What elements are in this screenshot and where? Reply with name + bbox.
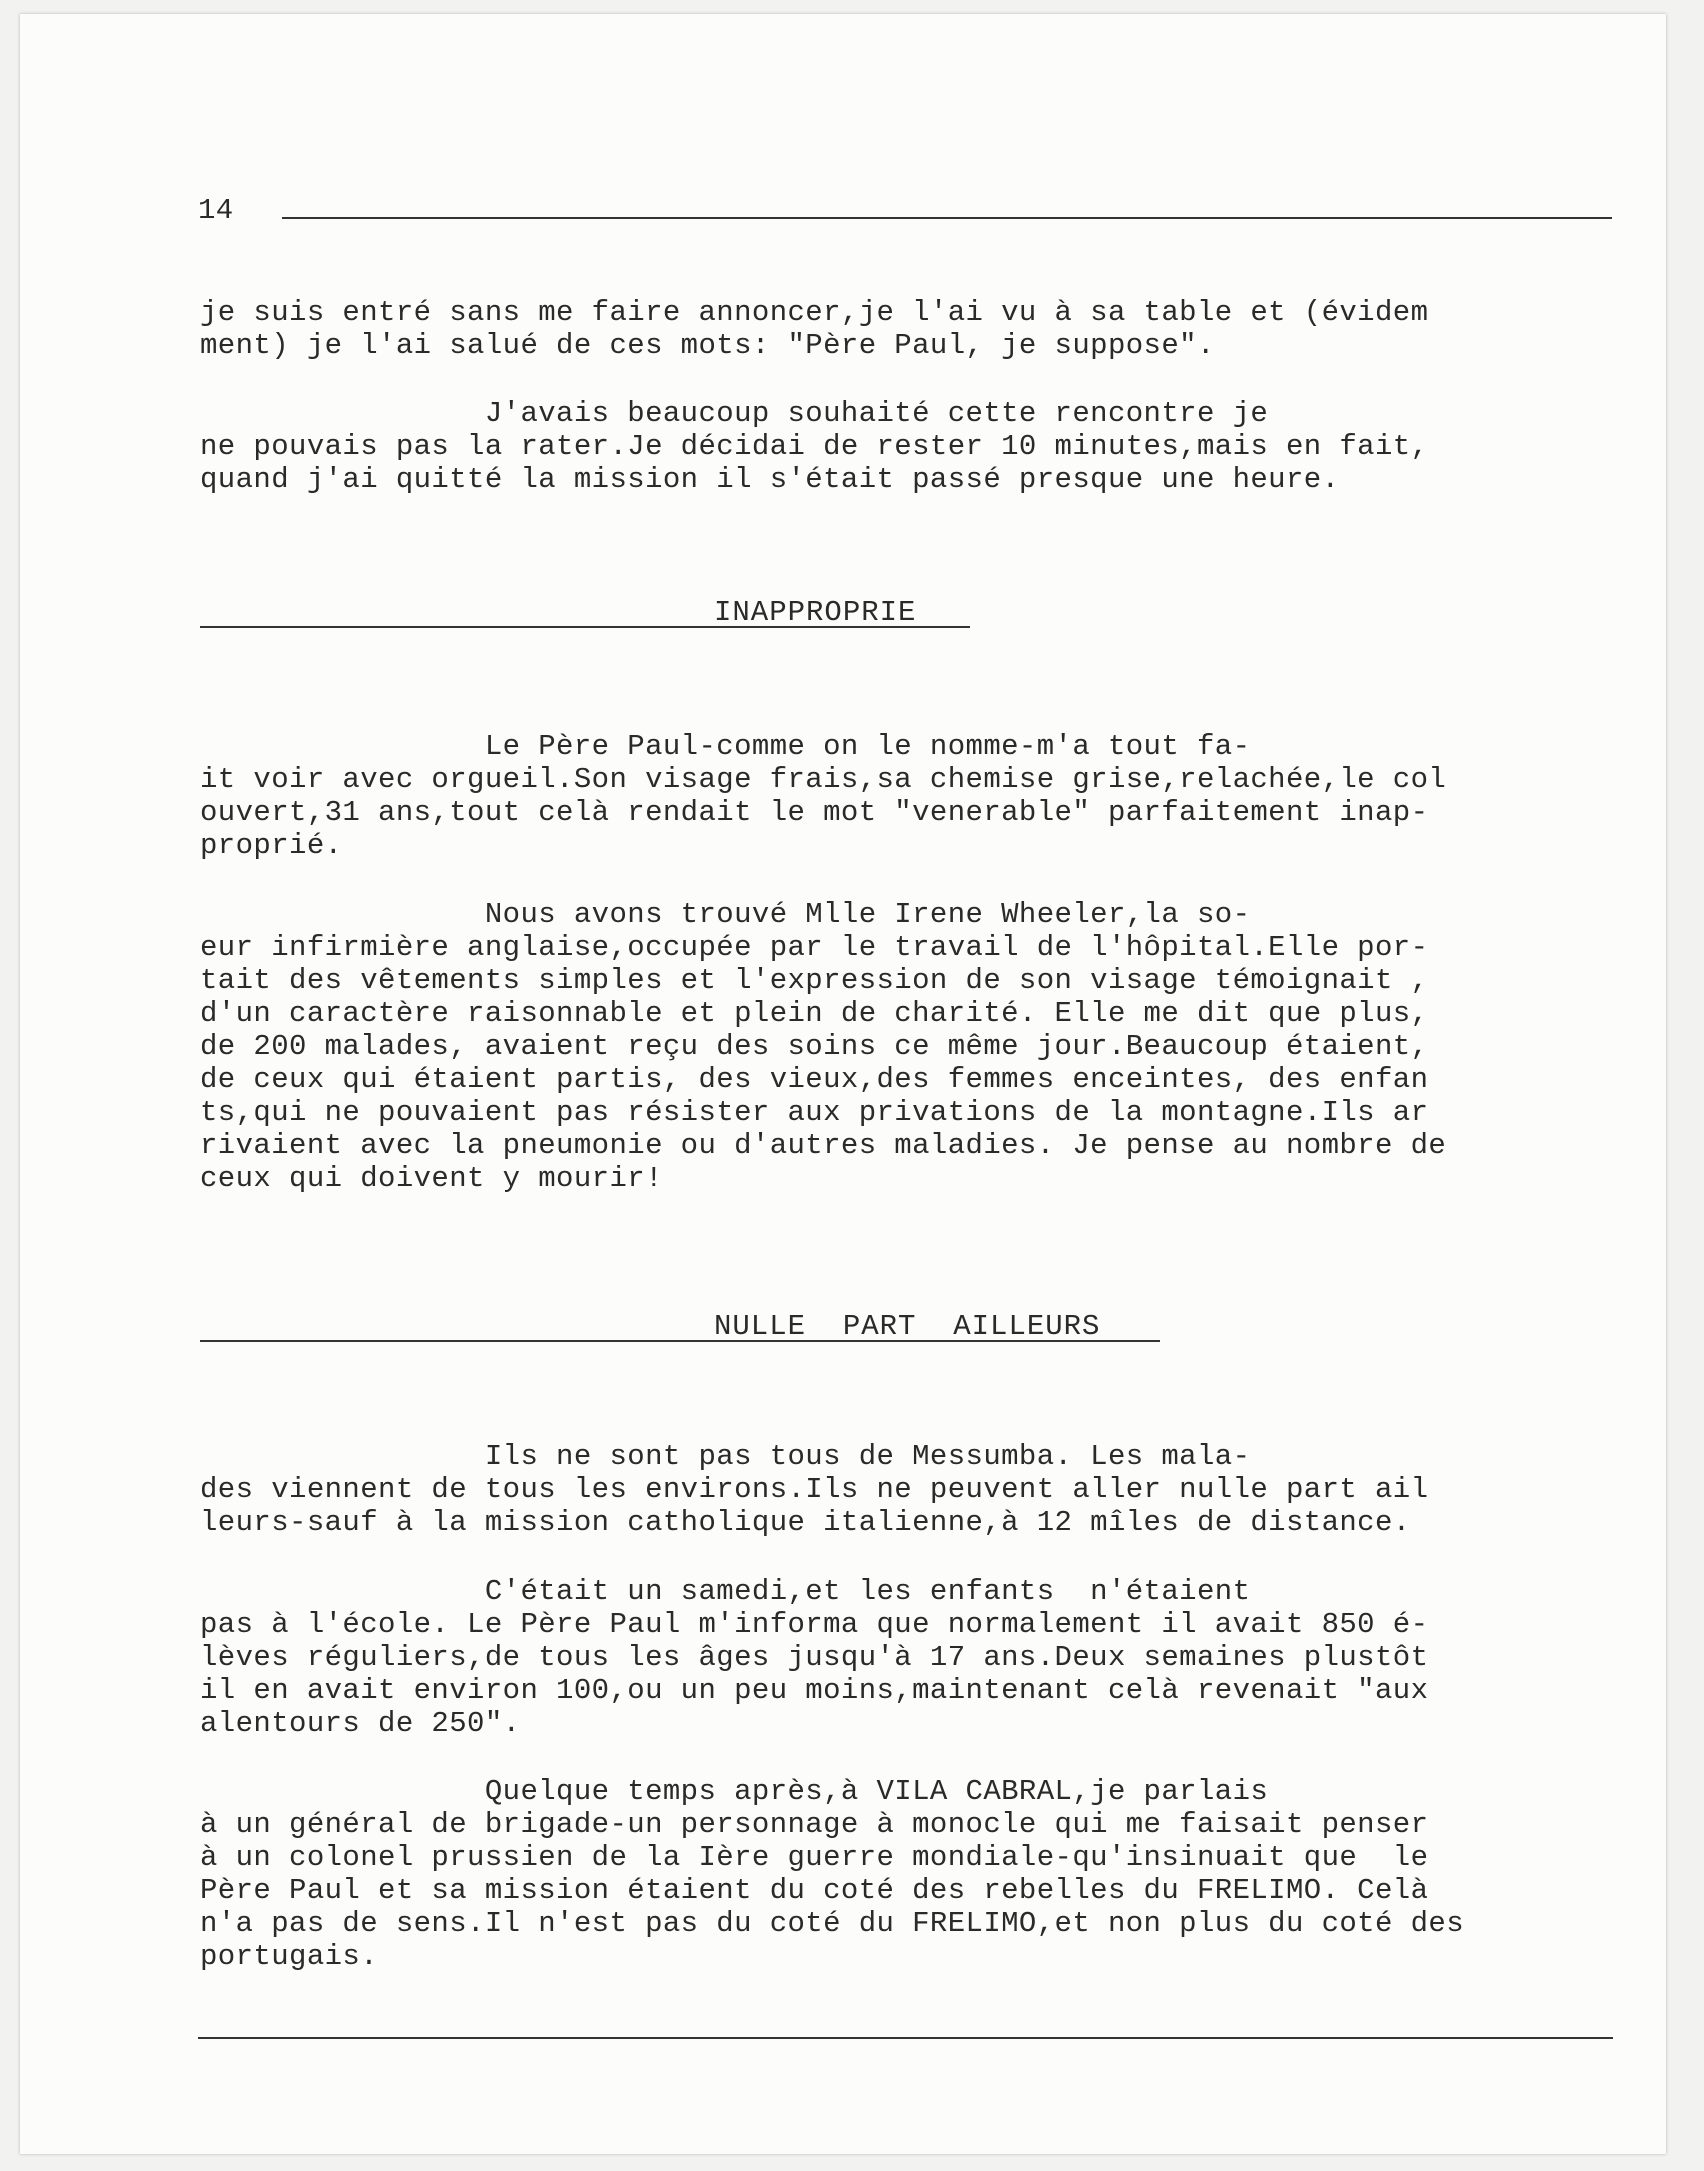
text-line: de 200 malades, avaient reçu des soins ce même jour.Beaucoup étaient, <box>200 1030 1429 1063</box>
text-line: je suis entré sans me faire annoncer,je l'ai vu à sa table et (évidem <box>200 296 1429 329</box>
text-line: ouvert,31 ans,tout celà rendait le mot "venerable" parfaitement inap- <box>200 796 1429 829</box>
text-line: à un colonel prussien de la Ière guerre mondiale-qu'insinuait que le <box>200 1841 1429 1874</box>
text-line: ne pouvais pas la rater.Je décidai de rester 10 minutes,mais en fait, <box>200 430 1429 463</box>
footer-rule <box>198 2037 1613 2039</box>
text-line: leurs-sauf à la mission catholique italienne,à 12 mîles de distance. <box>200 1506 1411 1539</box>
text-line: pas à l'école. Le Père Paul m'informa que normalement il avait 850 é- <box>200 1608 1429 1641</box>
text-line: ts,qui ne pouvaient pas résister aux privations de la montagne.Ils ar <box>200 1096 1429 1129</box>
page-number: 14 <box>198 194 234 227</box>
text-line: rivaient avec la pneumonie ou d'autres maladies. Je pense au nombre de <box>200 1129 1447 1162</box>
header-rule <box>282 217 1612 219</box>
text-line: alentours de 250". <box>200 1707 521 1740</box>
text-line: J'avais beaucoup souhaité cette rencontre je <box>200 397 1269 430</box>
text-line: des viennent de tous les environs.Ils ne peuvent aller nulle part ail <box>200 1473 1429 1506</box>
typed-page <box>20 14 1666 2154</box>
section-heading: NULLE PART AILLEURS <box>714 1310 1101 1343</box>
text-line: portugais. <box>200 1940 379 1973</box>
text-line: ment) je l'ai salué de ces mots: "Père Paul, je suppose". <box>200 329 1215 362</box>
text-line: de ceux qui étaient partis, des vieux,des femmes enceintes, des enfan <box>200 1063 1429 1096</box>
text-line: Le Père Paul-comme on le nomme-m'a tout fa- <box>200 730 1251 763</box>
text-line: proprié. <box>200 829 343 862</box>
text-line: à un général de brigade-un personnage à monocle qui me faisait penser <box>200 1808 1429 1841</box>
text-line: tait des vêtements simples et l'expression de son visage témoignait , <box>200 964 1429 997</box>
text-line: ceux qui doivent y mourir! <box>200 1162 663 1195</box>
text-line: d'un caractère raisonnable et plein de charité. Elle me dit que plus, <box>200 997 1429 1030</box>
text-line: lèves réguliers,de tous les âges jusqu'à 17 ans.Deux semaines plustôt <box>200 1641 1429 1674</box>
text-line: Nous avons trouvé Mlle Irene Wheeler,la so- <box>200 898 1251 931</box>
text-line: Père Paul et sa mission étaient du coté des rebelles du FRELIMO. Celà <box>200 1874 1429 1907</box>
text-line: Quelque temps après,à VILA CABRAL,je parlais <box>200 1775 1269 1808</box>
text-line: it voir avec orgueil.Son visage frais,sa chemise grise,relachée,le col <box>200 763 1447 796</box>
text-line: eur infirmière anglaise,occupée par le travail de l'hôpital.Elle por- <box>200 931 1429 964</box>
text-line: quand j'ai quitté la mission il s'était passé presque une heure. <box>200 463 1340 496</box>
text-line: Ils ne sont pas tous de Messumba. Les mala- <box>200 1440 1251 1473</box>
text-line: C'était un samedi,et les enfants n'étaient <box>200 1575 1251 1608</box>
section-heading: INAPPROPRIE <box>714 596 917 629</box>
text-line: n'a pas de sens.Il n'est pas du coté du FRELIMO,et non plus du coté des <box>200 1907 1465 1940</box>
text-line: il en avait environ 100,ou un peu moins,maintenant celà revenait "aux <box>200 1674 1429 1707</box>
